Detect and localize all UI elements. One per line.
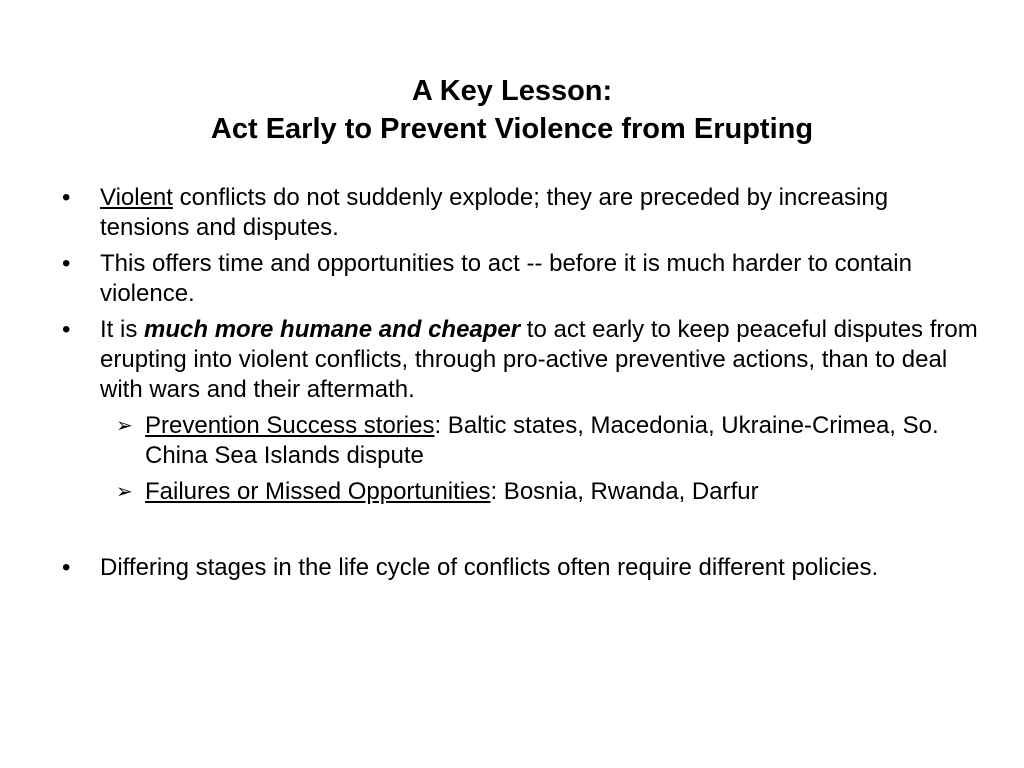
bullet-marker: • bbox=[62, 250, 71, 277]
arrow-bullet-icon: ➢ bbox=[116, 481, 133, 503]
bullet-marker: • bbox=[62, 316, 71, 343]
underlined-term: Failures or Missed Opportunities bbox=[145, 478, 491, 505]
slide-title bbox=[0, 72, 1024, 148]
bullet-text: This offers time and opportunities to act -- before it is much harder to contain violence. bbox=[100, 250, 912, 307]
bullet-text-pre: It is bbox=[100, 316, 145, 343]
bullet-item bbox=[60, 315, 980, 405]
bullet-item bbox=[60, 183, 980, 243]
underlined-term: Violent bbox=[100, 184, 173, 211]
emphasis-text: much more humane and cheaper bbox=[144, 316, 521, 343]
sub-bullet-text: : Bosnia, Rwanda, Darfur bbox=[490, 478, 759, 505]
sub-bullet-item bbox=[60, 477, 980, 507]
bullet-text-post: to act early to keep peaceful disputes from erupting into violent conflicts, through pro-active preventive actions, than to deal with wars and their aftermath. bbox=[100, 316, 978, 403]
bullet-text: conflicts do not suddenly explode; they are preceded by increasing tensions and disputes. bbox=[100, 184, 889, 241]
bullet-text: Differing stages in the life cycle of conflicts often require different policies. bbox=[100, 554, 879, 581]
sub-bullet-item bbox=[60, 411, 980, 471]
spacer bbox=[60, 513, 980, 553]
slide-body bbox=[60, 183, 980, 589]
underlined-term: Prevention Success stories bbox=[145, 412, 435, 439]
bullet-item bbox=[60, 553, 980, 583]
title-line-1: A Key Lesson: bbox=[411, 75, 613, 107]
arrow-bullet-icon: ➢ bbox=[116, 415, 133, 437]
title-line-2: Act Early to Prevent Violence from Erupting bbox=[210, 113, 814, 145]
sub-bullet-text: : Baltic states, Macedonia, Ukraine-Crimea, So. China Sea Islands dispute bbox=[145, 412, 939, 469]
bullet-marker: • bbox=[62, 554, 71, 581]
bullet-marker: • bbox=[62, 184, 71, 211]
bullet-item bbox=[60, 249, 980, 309]
